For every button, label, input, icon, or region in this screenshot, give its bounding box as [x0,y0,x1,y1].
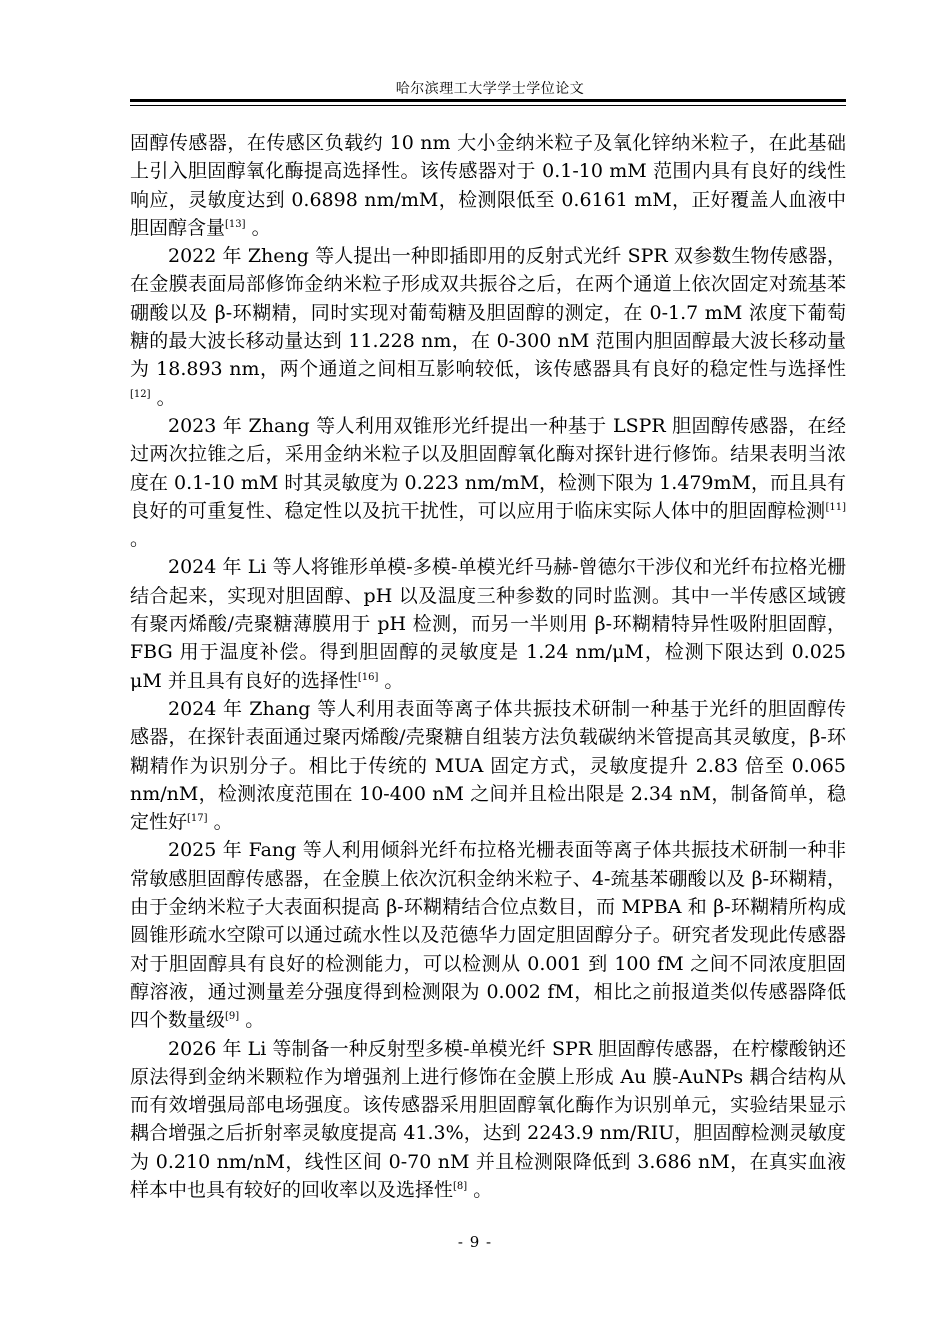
citation: [11] [825,501,846,513]
header-rule-thick [130,99,846,102]
paragraph [130,836,846,1034]
paragraph [130,553,846,694]
paragraph [130,695,846,836]
paragraph [130,1035,846,1205]
citation: [13] [225,218,246,230]
citation: [17] [187,813,208,825]
paragraph-tail: 。 [207,811,233,834]
header-rule-thin [130,105,846,106]
paragraph [130,242,846,412]
paragraph-tail: 。 [467,1178,493,1201]
paragraph-text: 2024 年 Li 等人将锥形单模-多模-单模光纤马赫-曾德尔干涉仪和光纤布拉格光栅结合起来，实现对胆固醇、pH 以及温度三种参数的同时监测。其中一半传感区域镀有聚丙烯酸/壳聚糖薄膜用于 pH 检测，而另一半则用 β-环糊精特异性吸附胆固醇，FBG 用于温度补偿。得到胆固醇的灵敏度是 1.24 nm/μM，检测下限达到 0.025 μM 并且具有良好的选择性 [130,556,846,692]
paragraph [130,412,846,553]
paragraph-text: 2023 年 Zhang 等人利用双锥形光纤提出一种基于 LSPR 胆固醇传感器，在经过两次拉锥之后，采用金纳米粒子以及胆固醇氧化酶对探针进行修饰。结果表明当浓度在 0.1-10 mM 时其灵敏度为 0.223 nm/mM，检测下限为 1.479mM，而且具有良好的可重复性、稳定性以及抗干扰性，可以应用于临床实际人体中的胆固醇检测 [130,414,846,522]
paragraph-text: 2022 年 Zheng 等人提出一种即插即用的反射式光纤 SPR 双参数生物传感器，在金膜表面局部修饰金纳米粒子形成双共振谷之后，在两个通道上依次固定对巯基苯硼酸以及 β-环糊精，同时实现对葡萄糖及胆固醇的测定，在 0-1.7 mM 浓度下葡萄糖的最大波长移动量达到 11.228 nm，在 0-300 nM 范围内胆固醇最大波长移动量为 18.893 nm，两个通道之间相互影响较低，该传感器具有良好的稳定性与选择性 [130,245,846,381]
paragraph-tail: 。 [130,528,150,551]
citation: [12] [130,388,151,400]
body-text [130,129,846,1204]
paragraph-tail: 。 [239,1009,265,1032]
paragraph-tail: 。 [245,216,271,239]
paragraph-text: 2026 年 Li 等制备一种反射型多模-单模光纤 SPR 胆固醇传感器，在柠檬酸钠还原法得到金纳米颗粒作为增强剂上进行修饰在金膜上形成 Au 膜-AuNPs 耦合结构从而有效增强局部电场强度。该传感器采用胆固醇氧化酶作为识别单元，实验结果显示耦合增强之后折射率灵敏度提高 41.3%，达到 2243.9 nm/RIU，胆固醇检测灵敏度为 0.210 nm/nM，线性区间 0-70 nM 并且检测限降低到 3.686 nM，在真实血液样本中也具有较好的回收率以及选择性 [130,1037,846,1201]
citation: [8] [453,1180,468,1192]
paragraph-tail: 。 [378,669,404,692]
citation: [9] [225,1011,240,1023]
paragraph-continued [130,129,846,242]
citation: [16] [357,671,379,683]
paragraph-text: 固醇传感器，在传感区负载约 10 nm 大小金纳米粒子及氧化锌纳米粒子，在此基础上引入胆固醇氧化酶提高选择性。该传感器对于 0.1-10 mM 范围内具有良好的线性响应，灵敏度达到 0.6898 nm/mM，检测限低至 0.6161 mM，正好覆盖人血液中胆固醇含量 [130,132,846,239]
paragraph-tail: 。 [150,386,176,409]
paragraph-text: 2025 年 Fang 等人利用倾斜光纤布拉格光栅表面等离子体共振技术研制一种非常敏感胆固醇传感器，在金膜上依次沉积金纳米粒子、4-巯基苯硼酸以及 β-环糊精，由于金纳米粒子大表面积提高 β-环糊精结合位点数目，而 MPBA 和 β-环糊精所构成圆锥形疏水空隙可以通过疏水性以及范德华力固定胆固醇分子。研究者发现此传感器对于胆固醇具有良好的检测能力，可以检测从 0.001 到 100 fM 之间不同浓度胆固醇溶液，通过测量差分强度得到检测限为 0.002 fM，相比之前报道类似传感器降低四个数量级 [130,839,846,1032]
paragraph-text: 2024 年 Zhang 等人利用表面等离子体共振技术研制一种基于光纤的胆固醇传感器，在探针表面通过聚丙烯酸/壳聚糖自组装方法负载碳纳米管提高其灵敏度，β-环糊精作为识别分子。相比于传统的 MUA 固定方式，灵敏度提升 2.83 倍至 0.065 nm/nM，检测浓度范围在 10-400 nM 之间并且检出限是 2.34 nM，制备简单，稳定性好 [130,697,846,834]
page-number: - 9 - [457,1233,493,1251]
running-header: 哈尔滨理工大学学士学位论文 [395,81,585,97]
